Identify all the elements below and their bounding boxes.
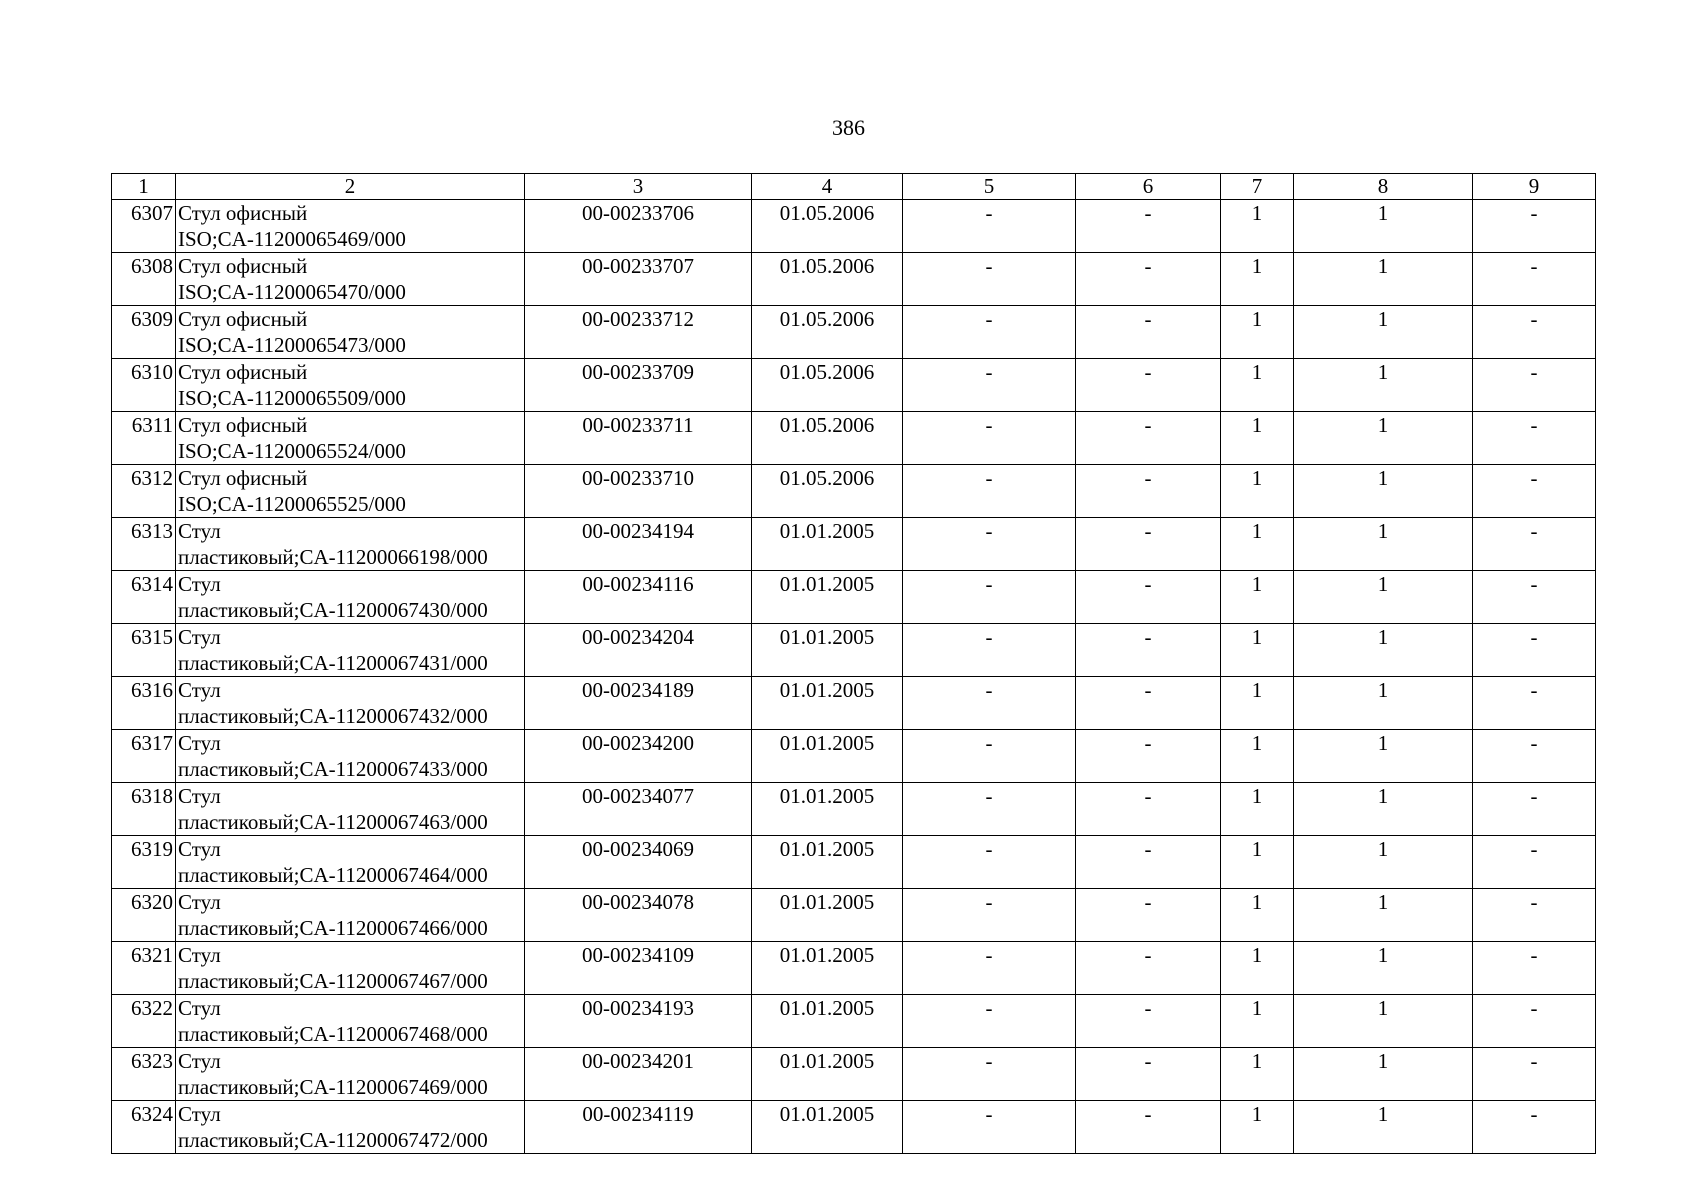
col7-cell: 1 bbox=[1221, 1048, 1294, 1101]
table-row bbox=[112, 836, 1596, 889]
col8-cell: 1 bbox=[1294, 306, 1473, 359]
table-row bbox=[112, 995, 1596, 1048]
col8-cell: 1 bbox=[1294, 1101, 1473, 1154]
table-body bbox=[112, 200, 1596, 1154]
col8-cell: 1 bbox=[1294, 730, 1473, 783]
item-name-line2: ISO;CA-11200065509/000 bbox=[178, 386, 406, 410]
table-row bbox=[112, 677, 1596, 730]
table-row bbox=[112, 1048, 1596, 1101]
item-name-line2: пластиковый;CA-11200067432/000 bbox=[178, 704, 488, 728]
table-row bbox=[112, 1101, 1596, 1154]
table-row bbox=[112, 359, 1596, 412]
item-name-line2: ISO;CA-11200065524/000 bbox=[178, 439, 406, 463]
item-name-line2: ISO;CA-11200065469/000 bbox=[178, 227, 406, 251]
col6-cell: - bbox=[1076, 836, 1221, 889]
col8-cell: 1 bbox=[1294, 253, 1473, 306]
col8-cell: 1 bbox=[1294, 359, 1473, 412]
page-number: 386 bbox=[832, 115, 865, 140]
column-header-8: 8 bbox=[1294, 174, 1473, 200]
col6-cell: - bbox=[1076, 412, 1221, 465]
col8-cell: 1 bbox=[1294, 624, 1473, 677]
item-name-line1: Стул bbox=[178, 1049, 221, 1073]
row-number: 6315 bbox=[112, 624, 176, 677]
inventory-code: 00-00234116 bbox=[525, 571, 752, 624]
col9-cell: - bbox=[1473, 359, 1596, 412]
item-name bbox=[176, 942, 525, 995]
inventory-code: 00-00234201 bbox=[525, 1048, 752, 1101]
item-name bbox=[176, 783, 525, 836]
item-name bbox=[176, 306, 525, 359]
inventory-code: 00-00233711 bbox=[525, 412, 752, 465]
item-name-line1: Стул bbox=[178, 572, 221, 596]
column-header-6: 6 bbox=[1076, 174, 1221, 200]
row-number: 6314 bbox=[112, 571, 176, 624]
item-name bbox=[176, 1101, 525, 1154]
item-name bbox=[176, 730, 525, 783]
row-number: 6311 bbox=[112, 412, 176, 465]
col6-cell: - bbox=[1076, 677, 1221, 730]
col9-cell: - bbox=[1473, 783, 1596, 836]
date-cell: 01.01.2005 bbox=[752, 942, 903, 995]
col5-cell: - bbox=[903, 1048, 1076, 1101]
item-name bbox=[176, 200, 525, 253]
col8-cell: 1 bbox=[1294, 677, 1473, 730]
col8-cell: 1 bbox=[1294, 836, 1473, 889]
row-number: 6321 bbox=[112, 942, 176, 995]
item-name-line1: Стул офисный bbox=[178, 201, 308, 225]
item-name-line1: Стул bbox=[178, 837, 221, 861]
col8-cell: 1 bbox=[1294, 465, 1473, 518]
item-name bbox=[176, 624, 525, 677]
col8-cell: 1 bbox=[1294, 783, 1473, 836]
row-number: 6308 bbox=[112, 253, 176, 306]
col6-cell: - bbox=[1076, 306, 1221, 359]
table-row bbox=[112, 942, 1596, 995]
date-cell: 01.05.2006 bbox=[752, 412, 903, 465]
inventory-code: 00-00233710 bbox=[525, 465, 752, 518]
col9-cell: - bbox=[1473, 624, 1596, 677]
column-header-2: 2 bbox=[176, 174, 525, 200]
item-name bbox=[176, 1048, 525, 1101]
table-row bbox=[112, 571, 1596, 624]
item-name-line2: пластиковый;CA-11200067466/000 bbox=[178, 916, 488, 940]
col6-cell: - bbox=[1076, 359, 1221, 412]
item-name-line1: Стул bbox=[178, 890, 221, 914]
col6-cell: - bbox=[1076, 624, 1221, 677]
date-cell: 01.05.2006 bbox=[752, 306, 903, 359]
col5-cell: - bbox=[903, 306, 1076, 359]
row-number: 6313 bbox=[112, 518, 176, 571]
col8-cell: 1 bbox=[1294, 1048, 1473, 1101]
item-name bbox=[176, 889, 525, 942]
item-name-line1: Стул офисный bbox=[178, 466, 308, 490]
item-name bbox=[176, 412, 525, 465]
item-name-line1: Стул bbox=[178, 625, 221, 649]
item-name-line2: пластиковый;CA-11200067469/000 bbox=[178, 1075, 488, 1099]
inventory-code: 00-00233709 bbox=[525, 359, 752, 412]
item-name-line2: ISO;CA-11200065470/000 bbox=[178, 280, 406, 304]
col9-cell: - bbox=[1473, 942, 1596, 995]
col5-cell: - bbox=[903, 942, 1076, 995]
row-number: 6322 bbox=[112, 995, 176, 1048]
item-name bbox=[176, 836, 525, 889]
item-name-line1: Стул офисный bbox=[178, 413, 308, 437]
col5-cell: - bbox=[903, 677, 1076, 730]
table-row bbox=[112, 200, 1596, 253]
item-name-line1: Стул bbox=[178, 678, 221, 702]
date-cell: 01.01.2005 bbox=[752, 783, 903, 836]
date-cell: 01.01.2005 bbox=[752, 889, 903, 942]
col8-cell: 1 bbox=[1294, 412, 1473, 465]
date-cell: 01.01.2005 bbox=[752, 624, 903, 677]
inventory-code: 00-00234194 bbox=[525, 518, 752, 571]
col8-cell: 1 bbox=[1294, 889, 1473, 942]
col9-cell: - bbox=[1473, 995, 1596, 1048]
col9-cell: - bbox=[1473, 306, 1596, 359]
item-name-line2: пластиковый;CA-11200067431/000 bbox=[178, 651, 488, 675]
col7-cell: 1 bbox=[1221, 571, 1294, 624]
col6-cell: - bbox=[1076, 1048, 1221, 1101]
col8-cell: 1 bbox=[1294, 200, 1473, 253]
col6-cell: - bbox=[1076, 889, 1221, 942]
item-name-line1: Стул офисный bbox=[178, 360, 308, 384]
item-name-line1: Стул bbox=[178, 519, 221, 543]
col8-cell: 1 bbox=[1294, 995, 1473, 1048]
col5-cell: - bbox=[903, 518, 1076, 571]
col7-cell: 1 bbox=[1221, 783, 1294, 836]
col5-cell: - bbox=[903, 571, 1076, 624]
col7-cell: 1 bbox=[1221, 942, 1294, 995]
date-cell: 01.05.2006 bbox=[752, 200, 903, 253]
column-header-5: 5 bbox=[903, 174, 1076, 200]
col5-cell: - bbox=[903, 253, 1076, 306]
date-cell: 01.05.2006 bbox=[752, 359, 903, 412]
col6-cell: - bbox=[1076, 783, 1221, 836]
row-number: 6309 bbox=[112, 306, 176, 359]
col5-cell: - bbox=[903, 836, 1076, 889]
col5-cell: - bbox=[903, 783, 1076, 836]
col6-cell: - bbox=[1076, 253, 1221, 306]
row-number: 6310 bbox=[112, 359, 176, 412]
row-number: 6312 bbox=[112, 465, 176, 518]
date-cell: 01.01.2005 bbox=[752, 677, 903, 730]
col9-cell: - bbox=[1473, 465, 1596, 518]
date-cell: 01.01.2005 bbox=[752, 571, 903, 624]
inventory-code: 00-00234069 bbox=[525, 836, 752, 889]
item-name-line2: ISO;CA-11200065525/000 bbox=[178, 492, 406, 516]
row-number: 6317 bbox=[112, 730, 176, 783]
table-row bbox=[112, 783, 1596, 836]
column-header-3: 3 bbox=[525, 174, 752, 200]
inventory-code: 00-00234204 bbox=[525, 624, 752, 677]
column-header-9: 9 bbox=[1473, 174, 1596, 200]
col7-cell: 1 bbox=[1221, 412, 1294, 465]
row-number: 6320 bbox=[112, 889, 176, 942]
col5-cell: - bbox=[903, 200, 1076, 253]
item-name bbox=[176, 465, 525, 518]
col9-cell: - bbox=[1473, 677, 1596, 730]
col7-cell: 1 bbox=[1221, 995, 1294, 1048]
row-number: 6307 bbox=[112, 200, 176, 253]
item-name-line1: Стул bbox=[178, 731, 221, 755]
item-name bbox=[176, 995, 525, 1048]
item-name-line1: Стул bbox=[178, 943, 221, 967]
item-name-line1: Стул bbox=[178, 1102, 221, 1126]
col7-cell: 1 bbox=[1221, 836, 1294, 889]
col5-cell: - bbox=[903, 730, 1076, 783]
col5-cell: - bbox=[903, 465, 1076, 518]
col7-cell: 1 bbox=[1221, 624, 1294, 677]
col7-cell: 1 bbox=[1221, 518, 1294, 571]
item-name bbox=[176, 359, 525, 412]
row-number: 6318 bbox=[112, 783, 176, 836]
col9-cell: - bbox=[1473, 518, 1596, 571]
date-cell: 01.01.2005 bbox=[752, 518, 903, 571]
item-name bbox=[176, 518, 525, 571]
date-cell: 01.01.2005 bbox=[752, 1048, 903, 1101]
col6-cell: - bbox=[1076, 518, 1221, 571]
row-number: 6323 bbox=[112, 1048, 176, 1101]
item-name-line2: пластиковый;CA-11200066198/000 bbox=[178, 545, 488, 569]
col9-cell: - bbox=[1473, 412, 1596, 465]
inventory-code: 00-00234078 bbox=[525, 889, 752, 942]
inventory-table bbox=[111, 173, 1596, 1154]
date-cell: 01.05.2006 bbox=[752, 253, 903, 306]
inventory-code: 00-00234189 bbox=[525, 677, 752, 730]
inventory-code: 00-00233707 bbox=[525, 253, 752, 306]
inventory-code: 00-00233712 bbox=[525, 306, 752, 359]
table-row bbox=[112, 730, 1596, 783]
col6-cell: - bbox=[1076, 995, 1221, 1048]
col7-cell: 1 bbox=[1221, 730, 1294, 783]
col5-cell: - bbox=[903, 995, 1076, 1048]
col9-cell: - bbox=[1473, 253, 1596, 306]
col7-cell: 1 bbox=[1221, 306, 1294, 359]
item-name-line2: пластиковый;CA-11200067467/000 bbox=[178, 969, 488, 993]
item-name-line2: пластиковый;CA-11200067463/000 bbox=[178, 810, 488, 834]
col7-cell: 1 bbox=[1221, 889, 1294, 942]
table-row bbox=[112, 465, 1596, 518]
col9-cell: - bbox=[1473, 836, 1596, 889]
col5-cell: - bbox=[903, 624, 1076, 677]
item-name-line2: пластиковый;CA-11200067468/000 bbox=[178, 1022, 488, 1046]
column-header-1: 1 bbox=[112, 174, 176, 200]
col5-cell: - bbox=[903, 889, 1076, 942]
col9-cell: - bbox=[1473, 889, 1596, 942]
item-name-line2: пластиковый;CA-11200067430/000 bbox=[178, 598, 488, 622]
date-cell: 01.01.2005 bbox=[752, 730, 903, 783]
col8-cell: 1 bbox=[1294, 518, 1473, 571]
item-name-line2: пластиковый;CA-11200067464/000 bbox=[178, 863, 488, 887]
table-row bbox=[112, 624, 1596, 677]
col9-cell: - bbox=[1473, 1048, 1596, 1101]
col5-cell: - bbox=[903, 359, 1076, 412]
item-name bbox=[176, 677, 525, 730]
col6-cell: - bbox=[1076, 200, 1221, 253]
table-row bbox=[112, 253, 1596, 306]
inventory-code: 00-00233706 bbox=[525, 200, 752, 253]
col9-cell: - bbox=[1473, 1101, 1596, 1154]
table-row bbox=[112, 889, 1596, 942]
item-name-line2: пластиковый;CA-11200067433/000 bbox=[178, 757, 488, 781]
col6-cell: - bbox=[1076, 465, 1221, 518]
col7-cell: 1 bbox=[1221, 253, 1294, 306]
col9-cell: - bbox=[1473, 730, 1596, 783]
col7-cell: 1 bbox=[1221, 465, 1294, 518]
date-cell: 01.01.2005 bbox=[752, 1101, 903, 1154]
col7-cell: 1 bbox=[1221, 677, 1294, 730]
table-row bbox=[112, 518, 1596, 571]
col5-cell: - bbox=[903, 1101, 1076, 1154]
column-header-4: 4 bbox=[752, 174, 903, 200]
date-cell: 01.01.2005 bbox=[752, 995, 903, 1048]
row-number: 6316 bbox=[112, 677, 176, 730]
col7-cell: 1 bbox=[1221, 200, 1294, 253]
column-header-7: 7 bbox=[1221, 174, 1294, 200]
item-name-line1: Стул офисный bbox=[178, 307, 308, 331]
col6-cell: - bbox=[1076, 571, 1221, 624]
inventory-code: 00-00234200 bbox=[525, 730, 752, 783]
date-cell: 01.01.2005 bbox=[752, 836, 903, 889]
col7-cell: 1 bbox=[1221, 1101, 1294, 1154]
col8-cell: 1 bbox=[1294, 942, 1473, 995]
col5-cell: - bbox=[903, 412, 1076, 465]
row-number: 6319 bbox=[112, 836, 176, 889]
col9-cell: - bbox=[1473, 200, 1596, 253]
row-number: 6324 bbox=[112, 1101, 176, 1154]
inventory-code: 00-00234119 bbox=[525, 1101, 752, 1154]
col6-cell: - bbox=[1076, 1101, 1221, 1154]
col7-cell: 1 bbox=[1221, 359, 1294, 412]
col8-cell: 1 bbox=[1294, 571, 1473, 624]
inventory-code: 00-00234109 bbox=[525, 942, 752, 995]
item-name-line1: Стул bbox=[178, 996, 221, 1020]
item-name-line2: пластиковый;CA-11200067472/000 bbox=[178, 1128, 488, 1152]
item-name-line1: Стул офисный bbox=[178, 254, 308, 278]
table-row bbox=[112, 306, 1596, 359]
item-name bbox=[176, 571, 525, 624]
table-row bbox=[112, 412, 1596, 465]
item-name-line2: ISO;CA-11200065473/000 bbox=[178, 333, 406, 357]
item-name bbox=[176, 253, 525, 306]
inventory-code: 00-00234193 bbox=[525, 995, 752, 1048]
inventory-code: 00-00234077 bbox=[525, 783, 752, 836]
date-cell: 01.05.2006 bbox=[752, 465, 903, 518]
col6-cell: - bbox=[1076, 942, 1221, 995]
col9-cell: - bbox=[1473, 571, 1596, 624]
header-row bbox=[112, 174, 1596, 200]
item-name-line1: Стул bbox=[178, 784, 221, 808]
col6-cell: - bbox=[1076, 730, 1221, 783]
